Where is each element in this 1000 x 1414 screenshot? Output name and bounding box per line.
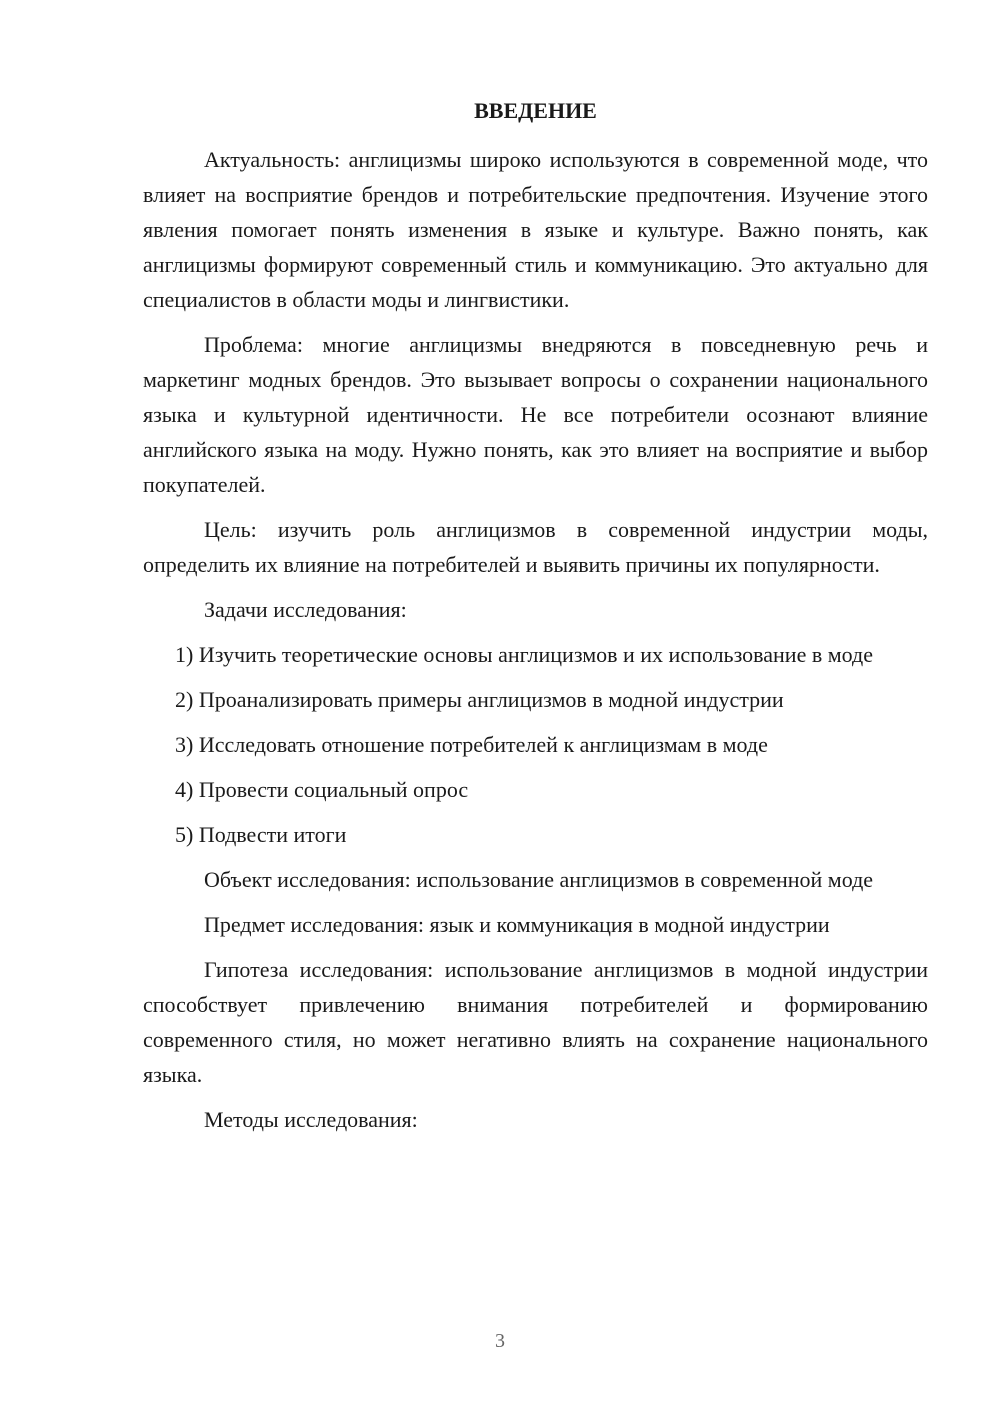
subject-paragraph: Предмет исследования: язык и коммуникация в модной индустрии <box>204 912 830 937</box>
tasks-list <box>143 637 928 852</box>
relevance-paragraph: Актуальность: англицизмы широко используются в современной моде, что влияет на восприятие брендов и потребительские предпочтения. Изучение этого явления помогает понять изменения в языке и культуре. Важно понять, как англицизмы формируют современный стиль и коммуникацию. Это актуально для специалистов в области моды и лингвистики. <box>143 147 928 312</box>
task-item-4: 4) Провести социальный опрос <box>175 777 469 802</box>
problem-paragraph: Проблема: многие англицизмы внедряются в повседневную речь и маркетинг модных брендов. Это вызывает вопросы о сохранении национального языка и культурной идентичности. Не все потребители осознают влияние английского языка на моду. Нужно понять, как это влияет на восприятие и выбор покупателей. <box>143 332 928 497</box>
document-page <box>143 94 928 1147</box>
object-paragraph: Объект исследования: использование англицизмов в современной моде <box>204 867 874 892</box>
page-number: 3 <box>495 1330 505 1352</box>
goal-paragraph: Цель: изучить роль англицизмов в современной индустрии моды, определить их влияние на потребителей и выявить причины их популярности. <box>143 517 928 577</box>
methods-title: Методы исследования: <box>204 1107 418 1132</box>
task-item-1: 1) Изучить теоретические основы англицизмов и их использование в моде <box>175 642 873 667</box>
section-heading: ВВЕДЕНИЕ <box>474 98 597 123</box>
hypothesis-paragraph: Гипотеза исследования: использование англицизмов в модной индустрии способствует привлечению внимания потребителей и формированию современного стиля, но может негативно влиять на сохранение национального языка. <box>143 957 928 1087</box>
task-item-5: 5) Подвести итоги <box>175 822 347 847</box>
tasks-title: Задачи исследования: <box>204 597 407 622</box>
task-item-2: 2) Проанализировать примеры англицизмов в модной индустрии <box>175 687 784 712</box>
task-item-3: 3) Исследовать отношение потребителей к англицизмам в моде <box>175 732 768 757</box>
